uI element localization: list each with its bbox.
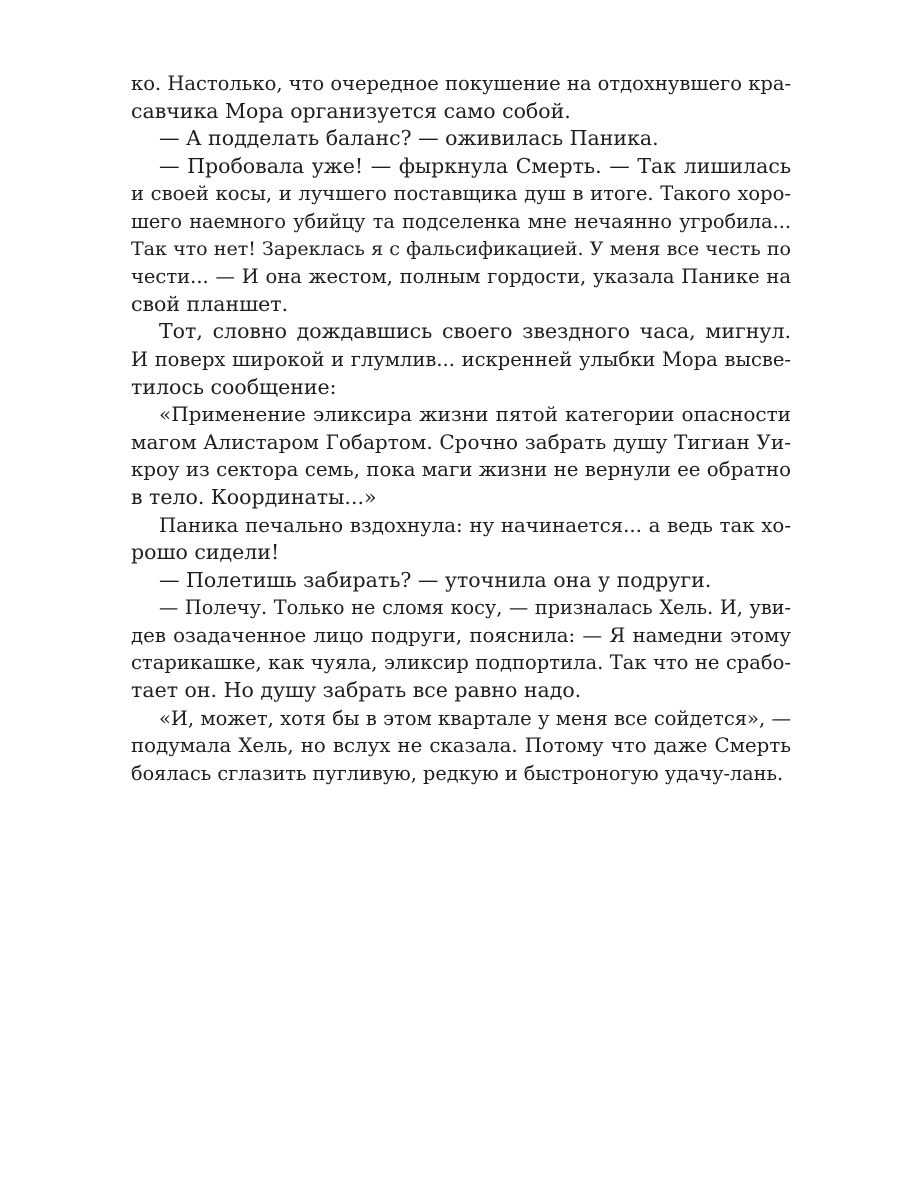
text-line: в тело. Координаты...» [131, 484, 377, 509]
text-line: Паника печально вздохнула: ну начинается... а ведь так хо- [159, 513, 791, 537]
text-line: Тот, словно дождавшись своего звездного часа, мигнул. [159, 319, 791, 344]
text-line: — Пробовала уже! — фыркнула Смерть. — Так лишилась [159, 153, 791, 178]
text-line: боялась сглазить пугливую, редкую и быстроногую удачу-лань. [131, 761, 784, 785]
text-line: «И, может, хотя бы в этом квартале у меня все сойдется», — [159, 706, 791, 730]
text-line: — А подделать баланс? — оживилась Паника. [159, 126, 659, 151]
text-line: шего наемного убийцу та подселенка мне нечаянно угробила... [131, 209, 791, 233]
text-line: старикашке, как чуяла, эликсир подпортила. Так что не срабо- [131, 651, 791, 675]
text-line: свой планшет. [131, 291, 289, 316]
text-line: И поверх широкой и глумлив... искренней улыбки Мора высве- [131, 347, 791, 371]
text-line: и своей косы, и лучшего поставщика душ в итоге. Такого хоро- [131, 182, 791, 206]
text-line: рошо сидели! [131, 540, 280, 565]
text-line: чести... — И она жестом, полным гордости, указала Панике на [131, 265, 791, 289]
text-line: магом Алистаром Гобартом. Срочно забрать душу Тигиан Уи- [131, 429, 791, 454]
text-line: тает он. Но душу забрать все равно надо. [131, 678, 582, 703]
body-text [131, 70, 791, 787]
text-line: «Применение эликсира жизни пятой категории опасности [159, 402, 791, 427]
text-line: подумала Хель, но вслух не сказала. Потому что даже Смерть [131, 734, 791, 758]
text-line: савчика Мора организуется само собой. [131, 98, 571, 123]
text-line: дев озадаченное лицо подруги, пояснила: — Я намедни этому [131, 623, 791, 647]
text-line: — Полечу. Только не сломя косу, — призналась Хель. И, уви- [159, 596, 791, 620]
text-line: Так что нет! Зареклась я с фальсификацией. У меня все честь по [131, 237, 791, 260]
text-line: ко. Настолько, что очередное покушение на отдохнувшего кра- [131, 72, 792, 95]
text-line: — Полетишь забирать? — уточнила она у подруги. [159, 567, 712, 592]
text-line: кроу из сектора семь, пока маги жизни не вернули ее обратно [131, 458, 791, 482]
text-line: тилось сообщение: [131, 374, 337, 399]
